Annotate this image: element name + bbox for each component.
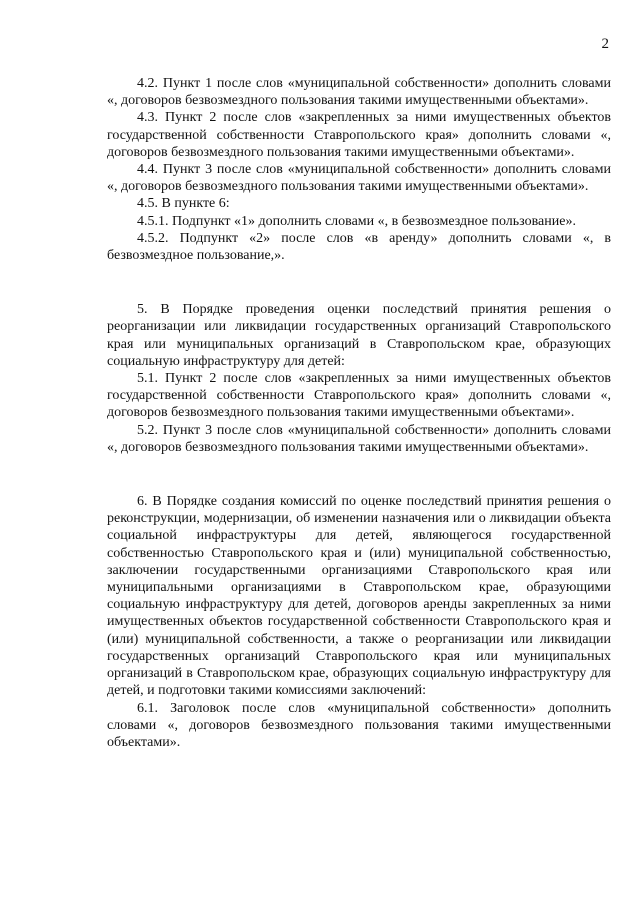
paragraph-6-1: 6.1. Заголовок после слов «муниципальной собственности» дополнить словами «, договоров безвозмездного пользования такими имущественными объектами». xyxy=(107,700,611,750)
paragraph-5-2: 5.2. Пункт 3 после слов «муниципальной собственности» дополнить словами «, договоров безвозмездного пользования такими имущественными объектами». xyxy=(107,422,611,455)
paragraph-4-4: 4.4. Пункт 3 после слов «муниципальной собственности» дополнить словами «, договоров безвозмездного пользования такими имущественными объектами». xyxy=(107,162,611,195)
paragraph-6: 6. В Порядке создания комиссий по оценке последствий принятия решения о реконструкции, модернизации, об изменении назначения или о ликвидации объекта социальной инфраструктуры для детей, являющегося государственной собственностью Ставропольского края и (или) муниципальной собственностью, заключении государственными организациями Ставропольского края или муниципальными организациями в Ставропольском крае, образующими социальную инфраструктуру для детей, договоров аренды закрепленных за ними имущественных объектов государственной собственности Ставропольского края и (или) муниципальной собственности, а также о реорганизации или ликвидации государственных организаций Ставропольского края или муниципальных организаций в Ставропольском крае, образующих социальную инфраструктуру для детей, и подготовки такими комиссиями заключений: xyxy=(107,494,611,699)
paragraph-4-5: 4.5. В пункте 6: xyxy=(137,196,230,212)
paragraph-5: 5. В Порядке проведения оценки последствий принятия решения о реорганизации или ликвидации государственных организаций Ставропольского края или муниципальных организаций в Ставропольском крае, образующих социальную инфраструктуру для детей: xyxy=(107,302,611,369)
paragraph-5-1: 5.1. Пункт 2 после слов «закрепленных за ними имущественных объектов государственной собственности Ставропольского края» дополнить словами «, договоров безвозмездного пользования такими имущественными объектами». xyxy=(107,371,611,421)
paragraph-4-2: 4.2. Пункт 1 после слов «муниципальной собственности» дополнить словами «, договоров безвозмездного пользования такими имущественными объектами». xyxy=(107,76,611,109)
paragraph-4-3: 4.3. Пункт 2 после слов «закрепленных за ними имущественных объектов государственной собственности Ставропольского края» дополнить словами «, договоров безвозмездного пользования такими имущественными объектами». xyxy=(107,110,611,160)
paragraph-4-5-2: 4.5.2. Подпункт «2» после слов «в аренду» дополнить словами «, в безвозмездное пользование,». xyxy=(107,230,611,264)
paragraph-4-5-1: 4.5.1. Подпункт «1» дополнить словами «, в безвозмездное пользование». xyxy=(137,213,576,229)
page-number: 2 xyxy=(601,36,609,52)
document-body xyxy=(107,75,611,751)
